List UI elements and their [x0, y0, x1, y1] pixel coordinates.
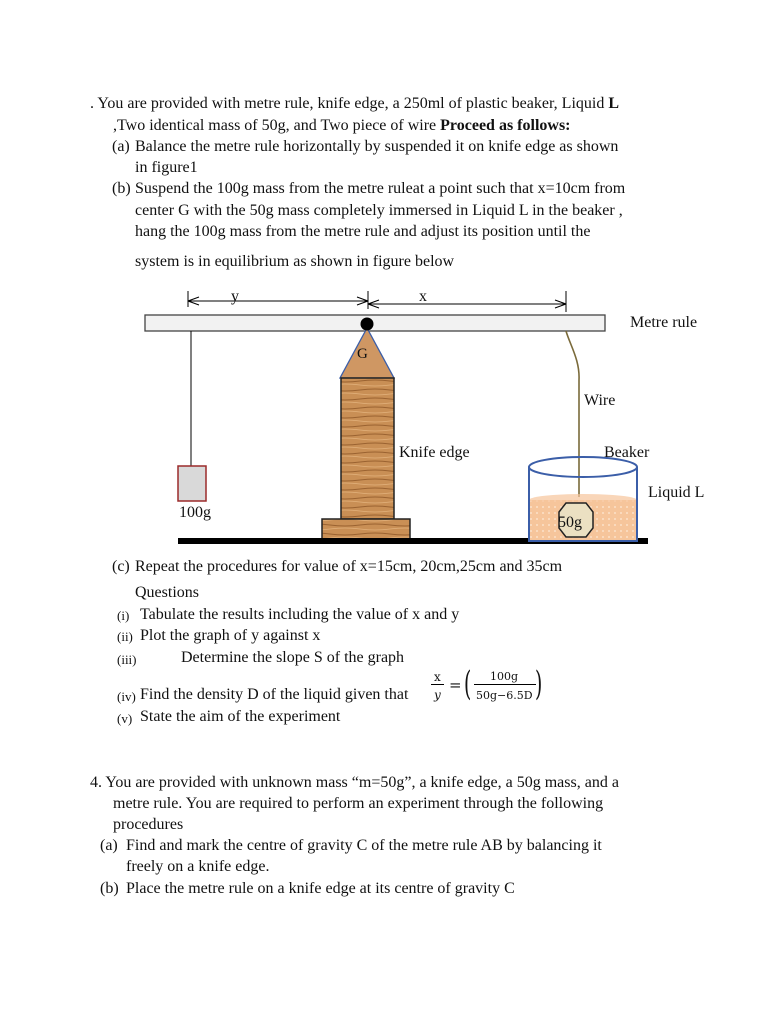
eq-denominator: 50g−6.5D	[476, 689, 533, 702]
wire-label: Wire	[584, 392, 616, 409]
eq-paren-right: )	[535, 664, 543, 704]
eq-paren-left: (	[464, 664, 472, 704]
q-ii-label: (ii)	[117, 629, 133, 644]
q-v-text: State the aim of the experiment	[140, 708, 341, 725]
g-label: G	[357, 346, 368, 362]
mass-100g-label: 100g	[179, 504, 211, 521]
q-iv-text: Find the density D of the liquid given that	[140, 686, 409, 703]
q3-b-line4: system is in equilibrium as shown in figure below	[135, 253, 455, 270]
q3-intro-line2-text: ,Two identical mass of 50g, and Two piece of wire	[113, 117, 441, 134]
q-i-text: Tabulate the results including the value of x and y	[140, 606, 460, 623]
q3-b-line2: center G with the 50g mass completely immersed in Liquid L in the beaker ,	[135, 202, 623, 219]
q4-a-line2: freely on a knife edge.	[126, 858, 270, 875]
wire	[566, 331, 579, 497]
q-ii-text: Plot the graph of y against x	[140, 627, 321, 644]
eq-frac-bar-right	[474, 684, 536, 685]
knife-edge-stand	[341, 378, 394, 519]
knife-edge-label: Knife edge	[399, 444, 470, 461]
y-label: y	[231, 288, 239, 305]
eq-x: x	[434, 670, 441, 684]
q3-b-line1: Suspend the 100g mass from the metre ruleat a point such that x=10cm from	[135, 180, 626, 197]
eq-numerator: 100g	[490, 670, 519, 683]
metre-rule-label: Metre rule	[630, 314, 698, 331]
q-iii-label: (iii)	[117, 652, 137, 667]
proceed-heading: Proceed as follows:	[440, 117, 571, 134]
q4-line1: 4. You are provided with unknown mass “m=50g”, a knife edge, a 50g mass, and a	[90, 774, 619, 791]
y-dimension-arrow	[188, 291, 368, 307]
x-dimension-arrow	[368, 291, 566, 312]
mass-50g-label: 50g	[558, 514, 582, 531]
stand-base	[322, 519, 410, 539]
pivot-point	[361, 318, 374, 331]
q3-a-line2: in figure1	[135, 159, 198, 176]
q3-a-label: (a)	[112, 138, 130, 155]
q4-b-line: Place the metre rule on a knife edge at its centre of gravity C	[126, 880, 515, 897]
q-iv-label: (iv)	[117, 689, 136, 704]
metre-rule	[145, 315, 605, 331]
questions-heading: Questions	[135, 584, 199, 601]
q4-b-label: (b)	[100, 880, 119, 897]
liquid-label: Liquid L	[648, 484, 705, 501]
q4-a-line1: Find and mark the centre of gravity C of the metre rule AB by balancing it	[126, 837, 602, 854]
eq-y: y	[434, 688, 441, 702]
q-v-label: (v)	[117, 711, 133, 726]
mass-100g	[178, 466, 206, 501]
q3-a-line1: Balance the metre rule horizontally by suspended it on knife edge as shown	[135, 138, 619, 155]
eq-equals: =	[449, 676, 462, 694]
beaker-label: Beaker	[604, 444, 650, 461]
q4-line2: metre rule. You are required to perform an experiment through the following	[113, 795, 604, 812]
liquid-label-bold: L	[608, 95, 619, 112]
q3-c-line: Repeat the procedures for value of x=15cm, 20cm,25cm and 35cm	[135, 558, 563, 575]
q-iii-text: Determine the slope S of the graph	[181, 649, 405, 666]
q3-c-label: (c)	[112, 558, 130, 575]
x-label: x	[419, 288, 427, 305]
q-i-label: (i)	[117, 608, 130, 623]
q4-line3: procedures	[113, 816, 184, 833]
q3-intro-text: . You are provided with metre rule, knife edge, a 250ml of plastic beaker, Liquid	[90, 95, 609, 112]
q4-a-label: (a)	[100, 837, 118, 854]
q3-b-label: (b)	[112, 180, 131, 197]
q3-b-line3: hang the 100g mass from the metre rule and adjust its position until the	[135, 223, 591, 240]
